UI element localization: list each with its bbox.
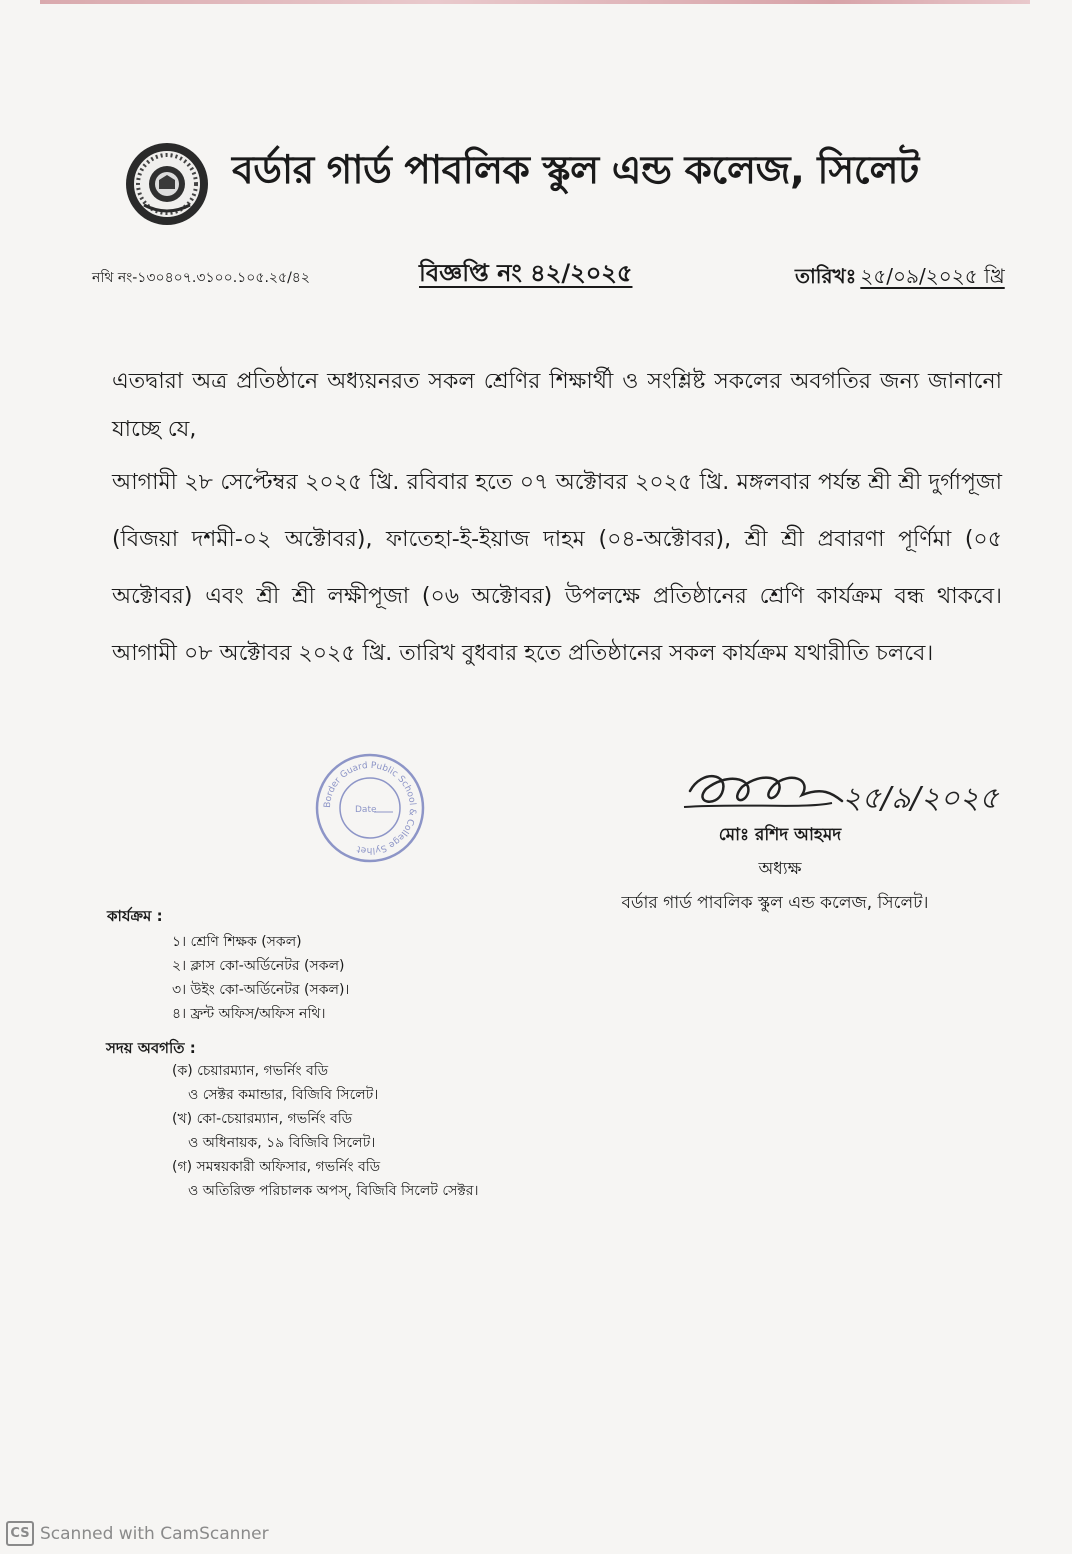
scanner-text: Scanned with CamScanner <box>40 1523 269 1544</box>
signatory-institution: বর্ডার গার্ড পাবলিক স্কুল এন্ড কলেজ, সিলেট। <box>621 893 929 913</box>
camscanner-icon: CS <box>6 1521 34 1546</box>
info-item-line: (গ) সমন্বয়কারী অফিসার, গভর্নিং বডি <box>172 1159 381 1175</box>
info-item-line: ও অধিনায়ক, ১৯ বিজিবি সিলেট। <box>188 1135 376 1151</box>
signature-date: ২৫/৯/২০২৫ <box>842 781 999 816</box>
signatory-title: অধ্যক্ষ <box>758 859 802 879</box>
info-item-line: ও অতিরিক্ত পরিচালক অপস্, বিজিবি সিলেট সেক্টর। <box>188 1183 479 1199</box>
seal-text: Border Guard Public School & College Sylhet <box>322 760 418 856</box>
official-seal <box>313 752 427 864</box>
action-item: ৩। উইং কো-অর্ডিনেটর (সকল)। <box>172 982 350 998</box>
top-edge-strip <box>40 0 1030 4</box>
principal-signature <box>682 763 1032 823</box>
info-item-line: (খ) কো-চেয়ারম্যান, গভর্নিং বডি <box>172 1111 353 1127</box>
main-paragraph: আগামী ২৮ সেপ্টেম্বর ২০২৫ খ্রি. রবিবার হতে ০৭ অক্টোবর ২০২৫ খ্রি. মঙ্গলবার পর্যন্ত শ্রী শ্রী দুর্গাপূজা (বিজয়া দশমী-০২ অক্টোবর), ফাতেহা-ই-ইয়াজ দাহম (০৪-অক্টোবর), শ্রী শ্রী প্রবারণা পূর্ণিমা (০৫ অক্টোবর) এবং শ্রী শ্রী লক্ষীপূজা (০৬ অক্টোবর) উপলক্ষে প্রতিষ্ঠানের শ্রেণি কার্যক্রম বন্ধ থাকবে। আগামী ০৮ অক্টোবর ২০২৫ খ্রি. তারিখ বুধবার হতে প্রতিষ্ঠানের সকল কার্যক্রম যথারীতি চলবে। <box>112 470 1002 666</box>
action-item: ৪। ফ্রন্ট অফিস/অফিস নথি। <box>172 1006 326 1022</box>
notice-number: বিজ্ঞপ্তি নং ৪২/২০২৫ <box>419 259 633 287</box>
scanner-watermark <box>6 1521 269 1546</box>
notice-date <box>795 262 1005 295</box>
info-heading: সদয় অবগতি : <box>106 1039 196 1057</box>
action-list <box>172 930 349 1026</box>
info-list <box>172 1059 478 1203</box>
seal-date-label: Date <box>355 805 377 815</box>
info-item-line: (ক) চেয়ারম্যান, গভর্নিং বডি <box>172 1063 329 1079</box>
info-item-line: ও সেক্টর কমান্ডার, বিজিবি সিলেট। <box>188 1087 379 1103</box>
notice-body <box>112 358 1002 682</box>
intro-paragraph: এতদ্বারা অত্র প্রতিষ্ঠানে অধ্যয়নরত সকল শ্রেণির শিক্ষার্থী ও সংশ্লিষ্ট সকলের অবগতির জন্য জানানো যাচ্ছে যে, <box>112 369 1002 442</box>
action-item: ২। ক্লাস কো-অর্ডিনেটর (সকল) <box>172 958 345 974</box>
action-heading: কার্যক্রম : <box>107 907 163 925</box>
signatory-name: মোঃ রশিদ আহমদ <box>718 825 842 845</box>
signatory-block <box>590 822 960 918</box>
action-item: ১। শ্রেণি শিক্ষক (সকল) <box>172 934 302 950</box>
reference-number: নথি নং-১৩০৪০৭.৩১০০.১০৫.২৫/৪২ <box>92 270 310 286</box>
school-name: বর্ডার গার্ড পাবলিক স্কুল এন্ড কলেজ, সিলেট <box>232 148 919 193</box>
date-value: ২৫/০৯/২০২৫ খ্রি <box>860 264 1005 288</box>
school-logo <box>124 141 210 227</box>
date-label: তারিখঃ <box>795 264 857 288</box>
